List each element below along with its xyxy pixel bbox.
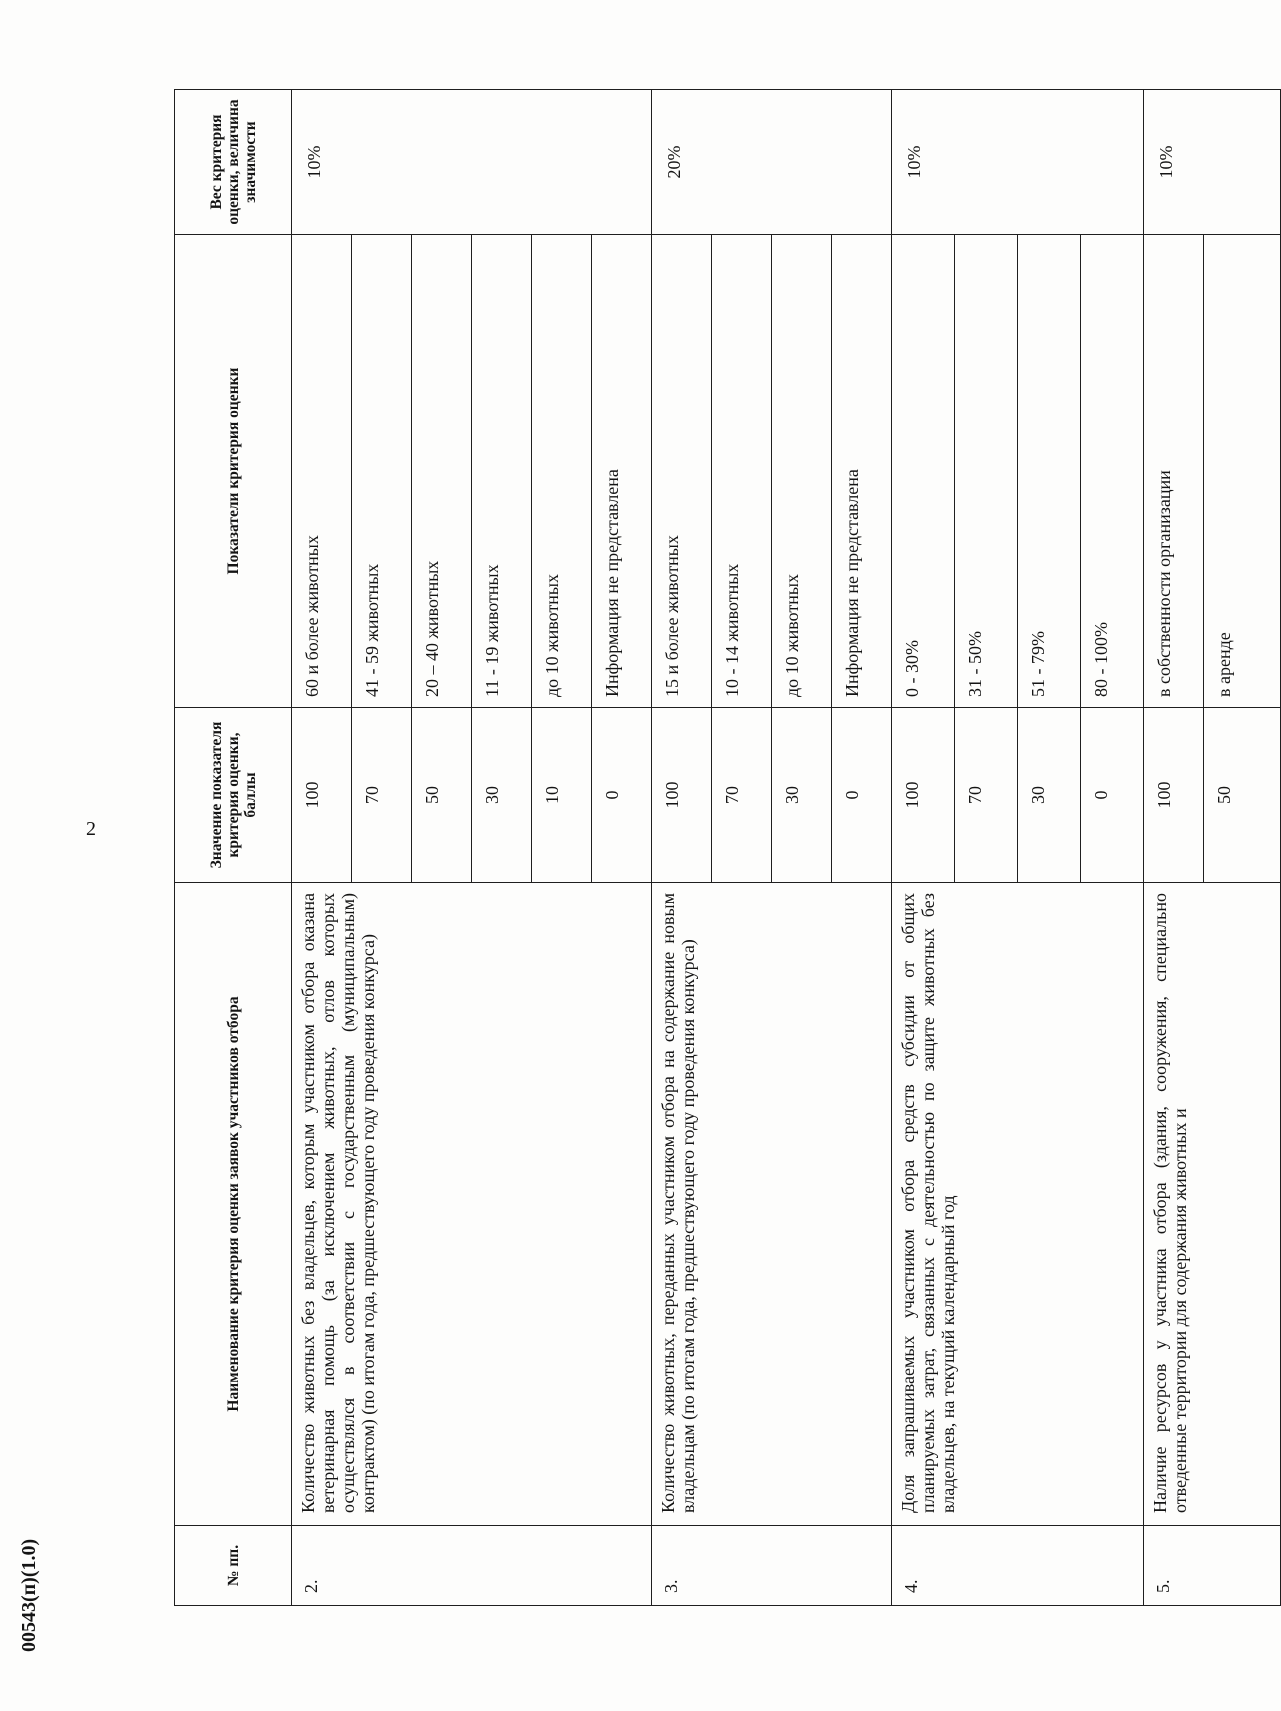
criterion-indicator: 51 - 79%: [1018, 235, 1081, 708]
criterion-name: Количество животных, переданных участником отбора на содержание новым владельцам (по итогам года, предшествующего году проведения конкурса): [652, 883, 892, 1526]
criterion-number: 2.: [292, 1526, 652, 1606]
criterion-indicator: 60 и более животных: [292, 235, 352, 708]
criterion-score: 50: [412, 708, 472, 883]
criterion-number: 5.: [1144, 1526, 1281, 1606]
criterion-indicator: 20 – 40 животных: [412, 235, 472, 708]
table-row: [292, 90, 352, 1606]
criterion-name: Наличие ресурсов у участника отбора (здания, сооружения, специально отведенные территории для содержания животных и: [1144, 883, 1281, 1526]
criterion-number: 4.: [892, 1526, 1144, 1606]
document-code: 00543(п)(1.0): [18, 1538, 40, 1652]
criterion-score: 100: [652, 708, 712, 883]
criterion-indicator: в аренде: [1204, 235, 1281, 708]
criterion-weight: 10%: [1144, 90, 1281, 235]
criterion-weight: 10%: [892, 90, 1144, 235]
criterion-score: 30: [1018, 708, 1081, 883]
criterion-score: 100: [892, 708, 955, 883]
header-indicator: Показатели критерия оценки: [175, 235, 292, 708]
criterion-indicator: 11 - 19 животных: [472, 235, 532, 708]
criterion-score: 10: [532, 708, 592, 883]
criterion-score: 30: [772, 708, 832, 883]
criterion-indicator: Информация не представлена: [832, 235, 892, 708]
header-weight: Вес критерия оценки, величина значимости: [175, 90, 292, 235]
criterion-score: 100: [1144, 708, 1204, 883]
criterion-indicator: Информация не представлена: [592, 235, 652, 708]
table-row: [892, 90, 955, 1606]
page-number: 2: [86, 818, 96, 840]
criterion-score: 50: [1204, 708, 1281, 883]
table-row: [652, 90, 712, 1606]
criterion-indicator: до 10 животных: [532, 235, 592, 708]
header-name: Наименование критерия оценки заявок участников отбора: [175, 883, 292, 1526]
criterion-number: 3.: [652, 1526, 892, 1606]
criterion-name: Количество животных без владельцев, которым участником отбора оказана ветеринарная помощь (за исключением животных, отлов которых осуществлялся в соответствии с государственным (муниципальным) контрактом) (по итогам года, предшествующего году проведения конкурса): [292, 883, 652, 1526]
criterion-indicator: до 10 животных: [772, 235, 832, 708]
criterion-weight: 20%: [652, 90, 892, 235]
criterion-indicator: 31 - 50%: [955, 235, 1018, 708]
criterion-score: 70: [955, 708, 1018, 883]
criterion-score: 30: [472, 708, 532, 883]
criterion-score: 70: [352, 708, 412, 883]
criterion-indicator: 80 - 100%: [1081, 235, 1144, 708]
criterion-indicator: в собственности организации: [1144, 235, 1204, 708]
criterion-indicator: 15 и более животных: [652, 235, 712, 708]
criterion-score: 0: [832, 708, 892, 883]
criterion-score: 0: [592, 708, 652, 883]
criterion-score: 70: [712, 708, 772, 883]
header-score: Значение показателя критерия оценки, баллы: [175, 708, 292, 883]
table-header-row: [175, 90, 292, 1606]
rotated-table-wrapper: [174, 90, 1234, 1606]
criterion-indicator: 41 - 59 животных: [352, 235, 412, 708]
criteria-table: [174, 89, 1281, 1606]
criterion-name: Доля запрашиваемых участником отбора средств субсидии от общих планируемых затрат, связанных с деятельностью по защите животных без владельцев, на текущий календарный год: [892, 883, 1144, 1526]
header-num: № пп.: [175, 1526, 292, 1606]
criterion-score: 100: [292, 708, 352, 883]
criterion-score: 0: [1081, 708, 1144, 883]
criterion-indicator: 0 - 30%: [892, 235, 955, 708]
criterion-indicator: 10 - 14 животных: [712, 235, 772, 708]
criterion-weight: 10%: [292, 90, 652, 235]
table-row: [1144, 90, 1204, 1606]
